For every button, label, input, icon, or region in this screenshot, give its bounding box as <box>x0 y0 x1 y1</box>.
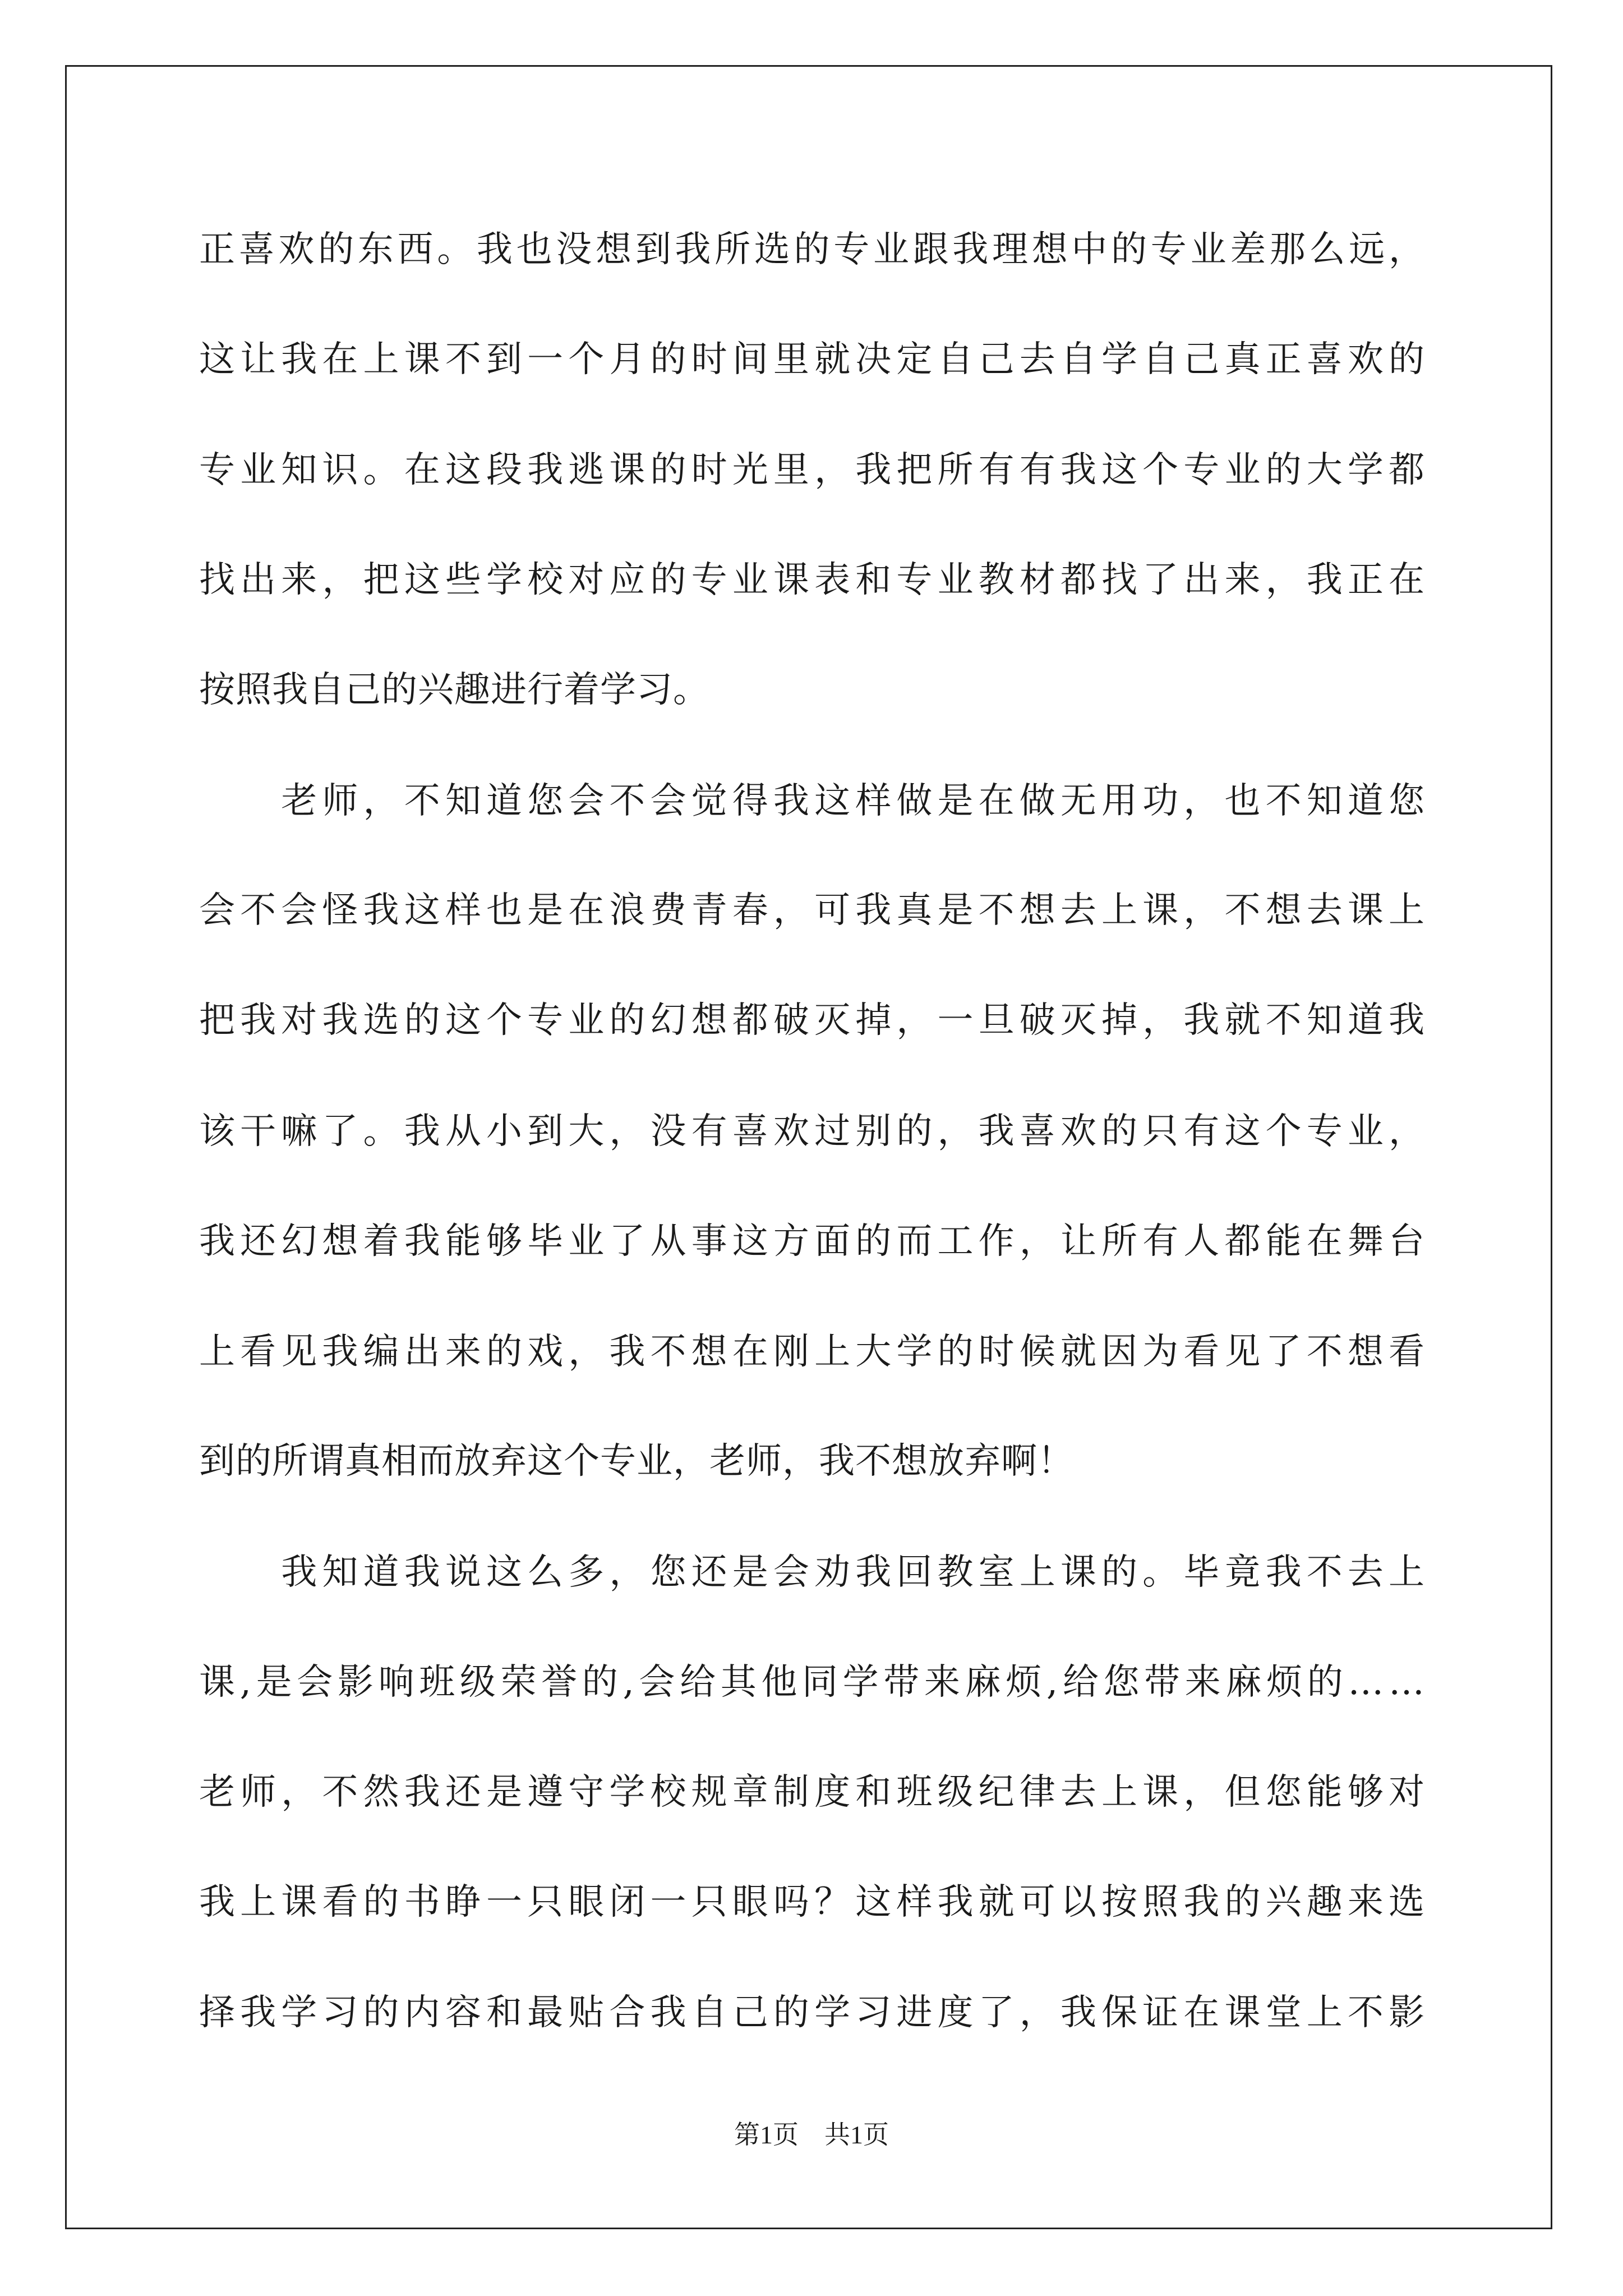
text-line: 课,是会影响班级荣誉的,会给其他同学带来麻烦,给您带来麻烦的…… <box>199 1662 1430 1703</box>
text-line: 该干嘛了。我从小到大，没有喜欢过别的，我喜欢的只有这个专业， <box>199 1111 1430 1152</box>
text-line: 我知道我说这么多，您还是会劝我回教室上课的。毕竟我不去上 <box>199 1552 1430 1593</box>
text-line: 按照我自己的兴趣进行着学习。 <box>199 669 709 711</box>
text-line: 择我学习的内容和最贴合我自己的学习进度了，我保证在课堂上不影 <box>199 1992 1430 2033</box>
text-line: 正喜欢的东西。我也没想到我所选的专业跟我理想中的专业差那么远， <box>199 229 1428 270</box>
text-line: 把我对我选的这个专业的幻想都破灭掉，一旦破灭掉，我就不知道我 <box>199 1000 1430 1041</box>
text-line: 专业知识。在这段我逃课的时光里，我把所有有我这个专业的大学都 <box>199 449 1430 491</box>
text-line: 老师，不知道您会不会觉得我这样做是在做无用功，也不知道您 <box>199 780 1430 822</box>
text-line: 上看见我编出来的戏，我不想在刚上大学的时候就因为看见了不想看 <box>199 1331 1430 1373</box>
text-line: 这让我在上课不到一个月的时间里就决定自己去自学自己真正喜欢的 <box>199 339 1430 380</box>
text-line: 找出来，把这些学校对应的专业课表和专业教材都找了出来，我正在 <box>199 559 1430 601</box>
text-line: 到的所谓真相而放弃这个专业，老师，我不想放弃啊！ <box>199 1441 1074 1482</box>
text-line: 我上课看的书睁一只眼闭一只眼吗？这样我就可以按照我的兴趣来选 <box>199 1881 1430 1923</box>
text-line: 会不会怪我这样也是在浪费青春，可我真是不想去上课，不想去课上 <box>199 890 1430 931</box>
text-line: 老师，不然我还是遵守学校规章制度和班级纪律去上课，但您能够对 <box>199 1772 1430 1813</box>
text-line: 我还幻想着我能够毕业了从事这方面的而工作，让所有人都能在舞台 <box>199 1221 1430 1262</box>
page-number-footer: 第1页 共1页 <box>734 2120 889 2149</box>
